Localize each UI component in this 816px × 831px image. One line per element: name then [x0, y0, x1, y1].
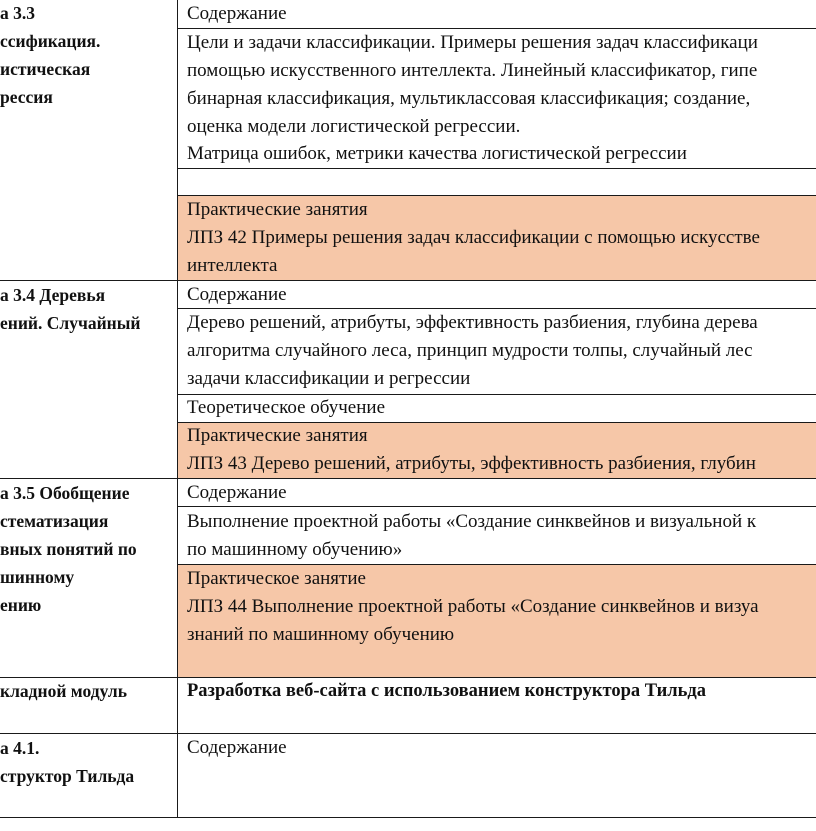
topic-4-1-title-line-1: а 4.1.: [0, 738, 40, 758]
topic-3-4-theory-label: Теоретическое обучение: [187, 397, 385, 418]
topic-4-1-title-line-2: структор Тильда: [0, 766, 135, 786]
topic-3-3-content-header: Содержание: [187, 3, 287, 24]
topic-3-5-practice-line-2: знаний по машинному обучению: [187, 624, 455, 645]
topic-3-3-title-line-3: истическая: [0, 59, 91, 79]
topic-3-5-title-line-4: шинному: [0, 567, 75, 587]
topic-3-3-content-line-1: Цели и задачи классификации. Примеры решения задач классификаци: [187, 32, 758, 53]
row-line: [0, 733, 816, 734]
topic-3-5-title-line-1: а 3.5 Обобщение: [0, 483, 130, 503]
column-divider: [177, 0, 178, 818]
topic-3-3-content-line-5: Матрица ошибок, метрики качества логистической регрессии: [187, 143, 687, 164]
topic-3-3-content-line-4: оценка модели логистической регрессии.: [187, 116, 521, 137]
topic-3-5-title-line-3: вных понятий по: [0, 539, 137, 559]
topic-3-3-title-line-1: а 3.3: [0, 3, 35, 23]
module-left-label: кладной модуль: [0, 681, 127, 701]
topic-3-3-content-line-2: помощью искусственного интеллекта. Линейный классификатор, гипе: [187, 60, 758, 81]
topic-3-3-content-line-3: бинарная классификация, мультиклассовая классификация; создание,: [187, 88, 751, 109]
topic-3-4-practice-header: Практические занятия: [187, 425, 368, 446]
topic-3-3-title-line-4: рессия: [0, 87, 53, 107]
topic-3-5-content-line-1: Выполнение проектной работы «Создание синквейнов и визуальной к: [187, 511, 757, 532]
module-title: Разработка веб-сайта с использованием конструктора Тильда: [187, 681, 707, 701]
topic-3-5-practice-header: Практическое занятие: [187, 568, 366, 589]
row-line: [0, 478, 816, 479]
row-line: [0, 280, 816, 281]
topic-3-5-title-line-5: ению: [0, 595, 42, 615]
topic-3-3-practice-header: Практические занятия: [187, 199, 368, 220]
topic-3-4-title-line-1: а 3.4 Деревья: [0, 285, 106, 305]
topic-3-5-practice-line-1: ЛПЗ 44 Выполнение проектной работы «Создание синквейнов и визуа: [187, 596, 759, 617]
row-line: [0, 817, 816, 818]
row-line: [178, 506, 816, 507]
topic-3-5-content-line-2: по машинному обучению»: [187, 539, 403, 560]
topic-3-4-title-line-2: ений. Случайный: [0, 313, 141, 333]
topic-3-4-content-header: Содержание: [187, 284, 287, 305]
topic-3-4-content-line-2: алгоритма случайного леса, принцип мудрости толпы, случайный лес: [187, 340, 753, 361]
topic-3-4-content-line-3: задачи классификации и регрессии: [187, 368, 471, 389]
row-line: [178, 168, 816, 169]
topic-3-5-content-header: Содержание: [187, 482, 287, 503]
topic-4-1-content-header: Содержание: [187, 737, 287, 758]
topic-3-3-practice-line-2: интеллекта: [187, 255, 278, 276]
topic-3-3-practice-line-1: ЛПЗ 42 Примеры решения задач классификации с помощью искусстве: [187, 227, 760, 248]
topic-3-5-title-line-2: стематизация: [0, 511, 109, 531]
topic-3-4-content-line-1: Дерево решений, атрибуты, эффективность разбиения, глубина дерева: [187, 312, 758, 333]
topic-3-3-title-line-2: ссификация.: [0, 31, 101, 51]
topic-3-4-practice-line-1: ЛПЗ 43 Дерево решений, атрибуты, эффективность разбиения, глубин: [187, 453, 756, 474]
